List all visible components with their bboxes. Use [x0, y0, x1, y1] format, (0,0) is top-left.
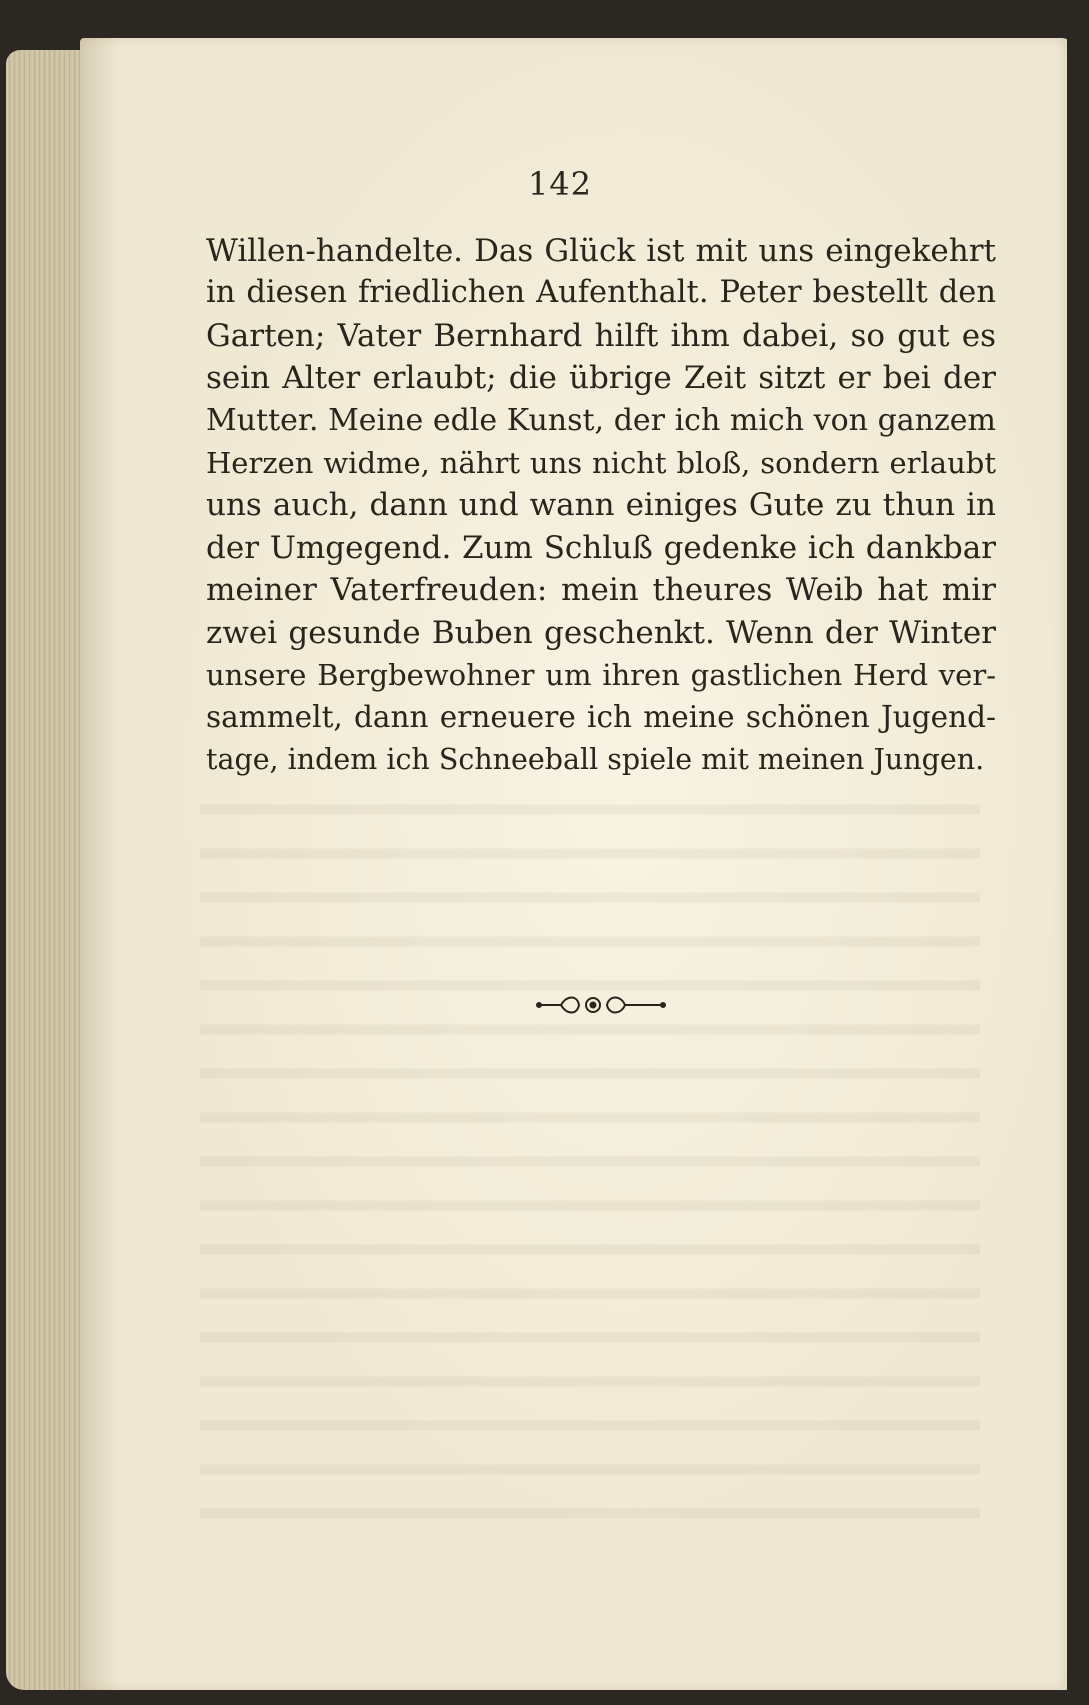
- text-line: der Umgegend. Zum Schluß gedenke ich dankbar: [206, 529, 996, 566]
- text-line: sein Alter erlaubt; die übrige Zeit sitzt er bei der: [206, 360, 996, 397]
- text-line: sammelt, dann erneuere ich meine schönen Jugend-: [206, 700, 996, 735]
- text-line: unsere Bergbewohner um ihren gastlichen Herd ver-: [206, 658, 996, 693]
- text-line: Willen-handelte. Das Glück ist mit uns eingekehrt: [206, 233, 996, 269]
- book-fore-edge: [6, 50, 88, 1690]
- text-line: in diesen friedlichen Aufenthalt. Peter bestellt den: [206, 275, 996, 311]
- text-line: meiner Vaterfreuden: mein theures Weib hat mir: [206, 572, 996, 609]
- page-number: 142: [527, 165, 593, 203]
- page-right-edge: [1067, 0, 1089, 1705]
- text-line: uns auch, dann und wann einiges Gute zu thun in: [206, 487, 996, 524]
- show-through-text: [200, 780, 980, 1540]
- text-line: Herzen widme, nährt uns nicht bloß, sondern erlaubt: [206, 446, 996, 481]
- end-ornament-icon: [535, 990, 675, 1020]
- text-line: zwei gesunde Buben geschenkt. Wenn der Winter: [206, 614, 996, 651]
- text-line: tage, indem ich Schneeball spiele mit meinen Jungen.: [206, 742, 985, 776]
- text-line: Garten; Vater Bernhard hilft ihm dabei, so gut es: [206, 317, 996, 354]
- text-line: Mutter. Meine edle Kunst, der ich mich von ganzem: [206, 402, 996, 438]
- body-text: [206, 230, 996, 781]
